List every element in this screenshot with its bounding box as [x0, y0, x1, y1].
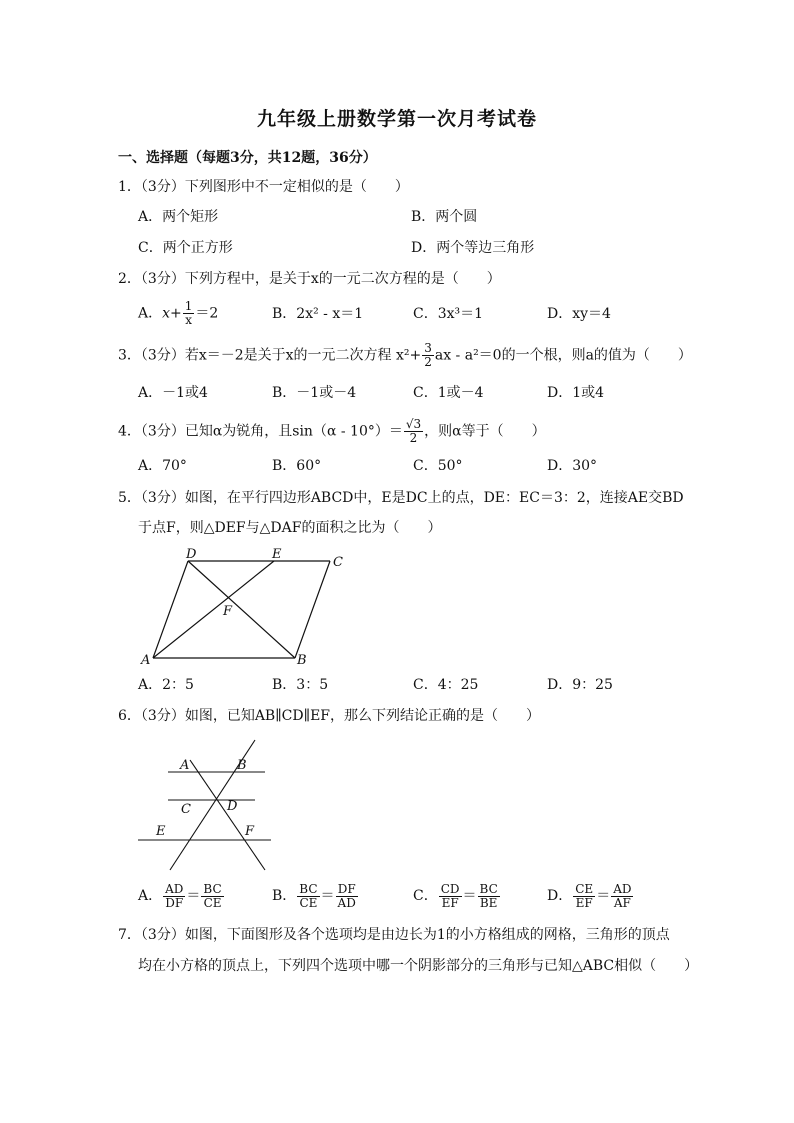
numerator: √3 [405, 417, 422, 431]
denominator: DF [165, 895, 184, 910]
fraction [297, 883, 319, 910]
numerator: DF [336, 883, 358, 897]
stem-pre: 4．（3分）已知α为锐角，且sin（α - 10°）＝ [118, 423, 403, 440]
question-3-option-a[interactable]: A．－1或4 [138, 385, 208, 401]
question-6-option-d[interactable] [547, 879, 634, 913]
fraction [163, 883, 185, 910]
question-5-option-d[interactable]: D．9：25 [547, 677, 613, 693]
question-2-option-c[interactable]: C．3x³＝1 [413, 306, 484, 322]
numerator: CE [575, 881, 594, 896]
question-5-stem-line-2: 于点F，则△DEF与△DAF的面积之比为（ ） [138, 520, 442, 536]
diagonal-db [188, 561, 295, 658]
question-6-option-b[interactable] [272, 879, 359, 913]
question-4-option-c[interactable]: C．50° [413, 458, 463, 474]
label-c: C [181, 802, 191, 817]
label-a: A [141, 653, 151, 668]
fraction [183, 300, 195, 327]
stem-pre: 3．（3分）若x＝－2是关于x的一元二次方程 x²+ [118, 347, 422, 364]
question-4-option-a[interactable]: A．70° [138, 458, 187, 474]
numerator: CD [440, 881, 460, 896]
denominator: CE [299, 895, 318, 910]
question-5-option-b[interactable]: B．3：5 [272, 677, 329, 693]
numerator: BC [203, 881, 222, 896]
transversal-1 [190, 760, 265, 870]
question-3-option-d[interactable]: D．1或4 [547, 385, 605, 401]
fraction [611, 883, 633, 910]
label-e: E [272, 547, 282, 562]
option-a-label: A． [138, 305, 163, 322]
fraction [439, 883, 462, 910]
denominator: 2 [409, 431, 418, 445]
question-7-stem-line-2: 均在小方格的顶点上，下列四个选项中哪一个阴影部分的三角形与已知△ABC相似（ ） [138, 958, 699, 974]
label-b: B [297, 653, 307, 668]
question-2-option-a[interactable] [138, 300, 218, 327]
question-1-option-d[interactable]: D．两个等边三角形 [411, 240, 535, 256]
option-label: D． [547, 888, 573, 904]
label-f: F [245, 824, 255, 839]
denominator: AF [613, 895, 631, 910]
question-5-option-c[interactable]: C．4：25 [413, 677, 479, 693]
question-6-stem: 6．（3分）如图，已知AB∥CD∥EF，那么下列结论正确的是（ ） [118, 708, 541, 724]
numerator: BC [299, 881, 318, 896]
question-1-option-a[interactable]: A．两个矩形 [138, 209, 219, 225]
equals-sign: ＝ [462, 888, 477, 904]
segment-ae [153, 561, 274, 658]
question-1-option-b[interactable]: B．两个圆 [411, 209, 478, 225]
denominator: EF [575, 895, 593, 910]
option-label: B． [272, 888, 297, 904]
label-b: B [237, 758, 247, 773]
question-2-stem: 2．（3分）下列方程中，是关于x的一元二次方程的是（ ） [118, 271, 501, 287]
question-6-option-c[interactable] [413, 879, 501, 913]
denominator: 2 [424, 355, 432, 369]
stem-post: ，则α等于（ ） [424, 423, 546, 440]
question-7-stem-line-1: 7．（3分）如图，下面图形及各个选项均是由边长为1的小方格组成的网格，三角形的顶点 [118, 927, 670, 943]
option-a-tail: ＝2 [195, 305, 219, 322]
question-5-stem-line-1: 5．（3分）如图，在平行四边形ABCD中，E是DC上的点，DE：EC＝3：2，连接AE交BD [118, 490, 684, 506]
option-label: C． [413, 888, 438, 904]
parallel-lines-figure [135, 738, 275, 873]
question-2-option-b[interactable]: B．2x² - x＝1 [272, 306, 364, 322]
question-1-stem: 1．（3分）下列图形中不一定相似的是（ ） [118, 179, 409, 195]
option-label: A． [138, 888, 163, 904]
fraction [422, 342, 434, 369]
label-c: C [333, 555, 343, 570]
numerator: 1 [184, 299, 193, 313]
denominator: AD [337, 895, 356, 910]
numerator: 3 [424, 341, 432, 355]
denominator: x [185, 313, 192, 327]
equals-sign: ＝ [596, 888, 611, 904]
equals-sign: ＝ [186, 888, 201, 904]
label-f: F [223, 604, 233, 619]
question-4-option-b[interactable]: B．60° [272, 458, 322, 474]
question-3-stem [118, 342, 692, 369]
question-2-option-d[interactable]: D．xy＝4 [547, 306, 611, 322]
question-5-option-a[interactable]: A．2：5 [138, 677, 194, 693]
label-a: A [180, 758, 190, 773]
label-d: D [186, 547, 197, 562]
stem-post: ax - a²＝0的一个根，则a的值为（ ） [434, 347, 692, 364]
numerator: AD [613, 881, 632, 896]
numerator: BC [479, 881, 498, 896]
question-1-option-c[interactable]: C．两个正方形 [138, 240, 233, 256]
question-3-option-b[interactable]: B．－1或－4 [272, 385, 357, 401]
fraction [573, 883, 595, 910]
side-cb [295, 561, 330, 658]
question-3-option-c[interactable]: C．1或－4 [413, 385, 484, 401]
numerator: AD [165, 881, 184, 896]
fraction [478, 883, 500, 910]
section-heading: 一、选择题（每题3分，共12题，36分） [118, 150, 377, 166]
question-4-stem [118, 418, 546, 445]
denominator: CE [203, 895, 222, 910]
label-d: D [227, 799, 238, 814]
equals-sign: ＝ [320, 888, 335, 904]
fraction [336, 883, 358, 910]
question-4-option-d[interactable]: D．30° [547, 458, 598, 474]
question-6-option-a[interactable] [138, 879, 225, 913]
page-title: 九年级上册数学第一次月考试卷 [256, 108, 537, 130]
denominator: EF [441, 895, 459, 910]
parallelogram-figure [135, 542, 355, 672]
fraction [404, 418, 423, 445]
label-e: E [156, 824, 166, 839]
denominator: BE [479, 895, 498, 910]
option-a-expr: x+ [162, 305, 182, 322]
fraction [201, 883, 223, 910]
